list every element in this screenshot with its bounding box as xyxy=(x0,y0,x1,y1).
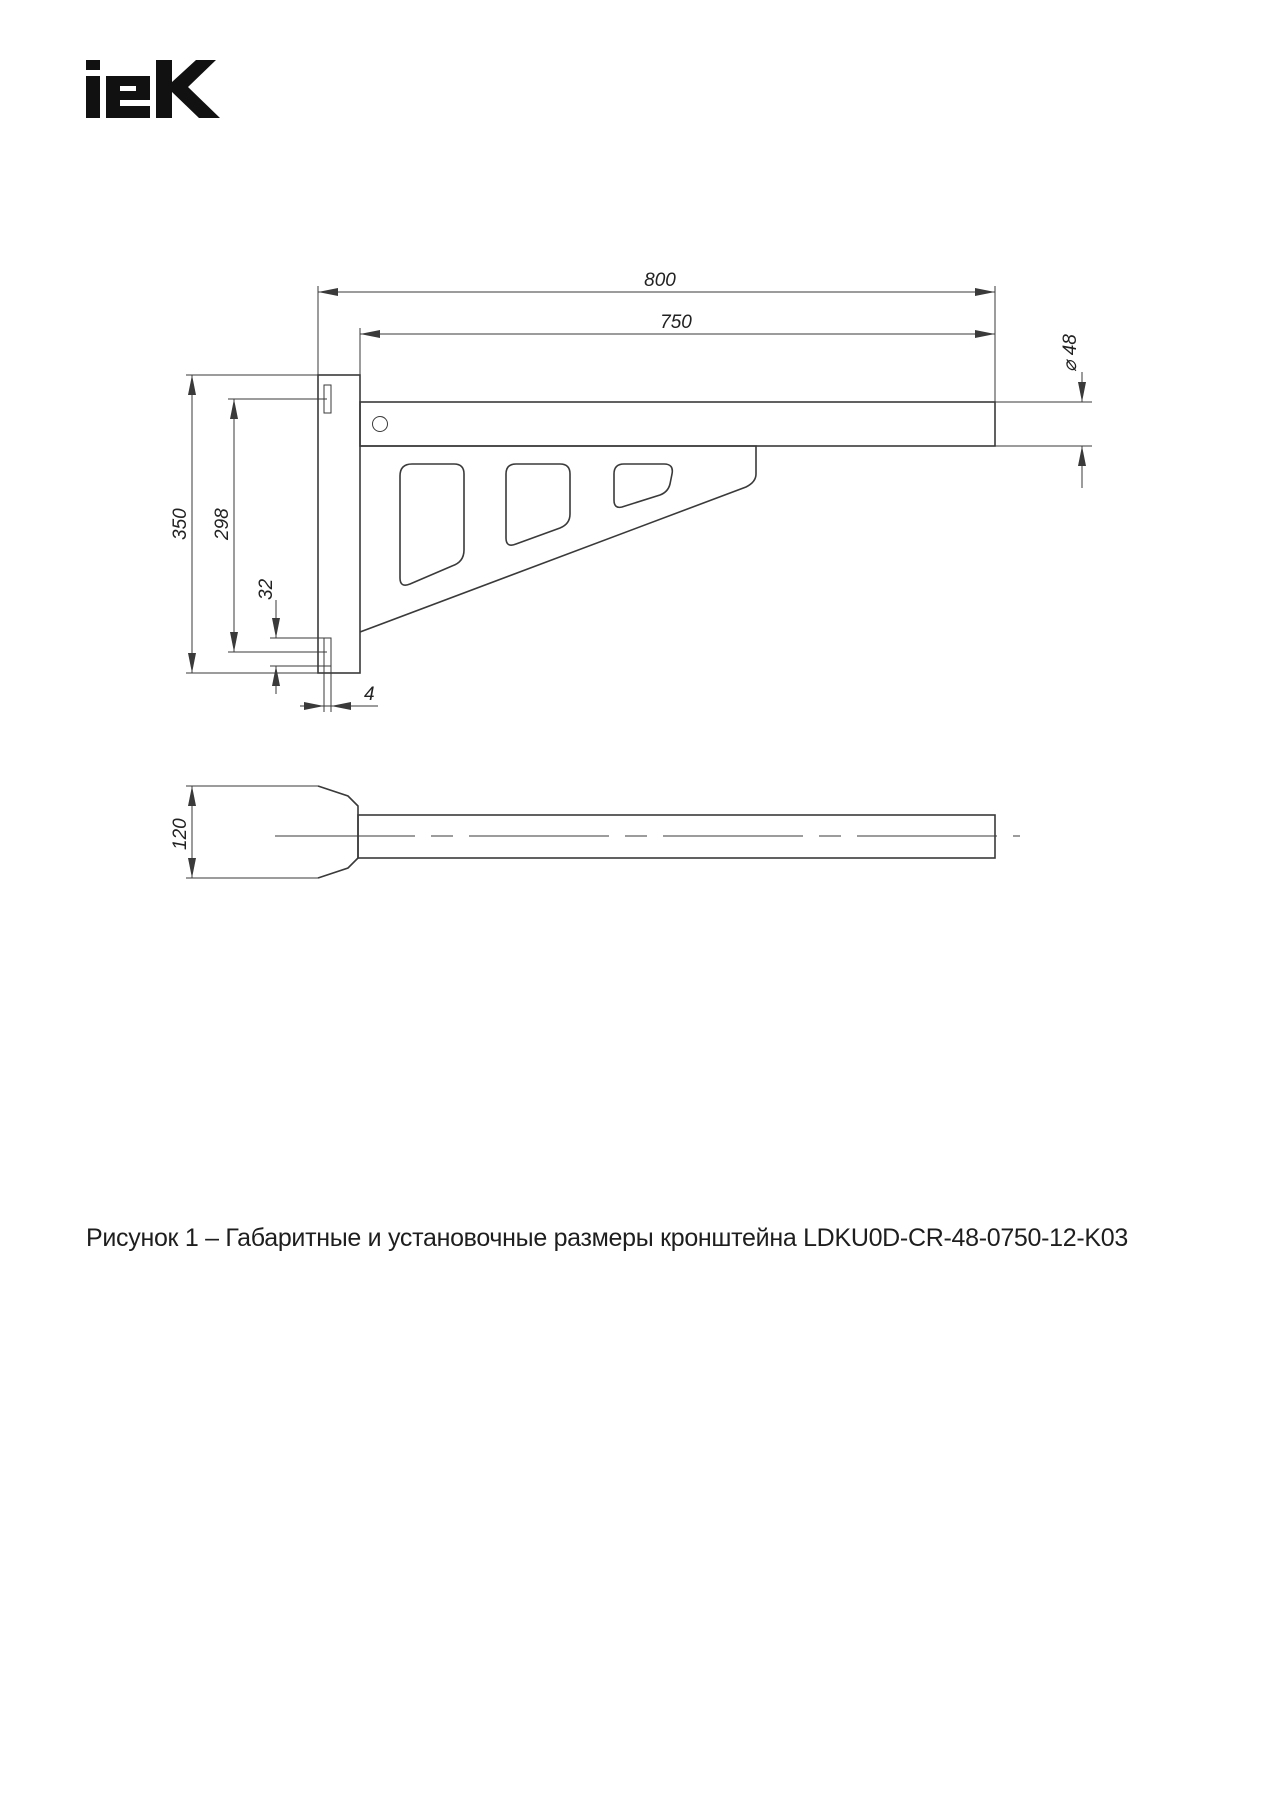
dim-298-label: 298 xyxy=(212,508,233,540)
figure-caption: Рисунок 1 – Габаритные и установочные размеры кронштейна LDKU0D-CR-48-0750-12-K03 xyxy=(86,1224,1128,1252)
front-view xyxy=(318,375,995,673)
dimensions-front xyxy=(170,270,1092,712)
top-view xyxy=(170,786,1020,878)
dim-32-label: 32 xyxy=(256,578,277,600)
cutout-1 xyxy=(400,464,464,585)
gusset xyxy=(360,446,756,632)
dim-120-label: 120 xyxy=(170,818,191,850)
dim-750-label: 750 xyxy=(660,312,692,333)
dim-d48-label: ⌀ 48 xyxy=(1060,334,1081,372)
cutout-3 xyxy=(614,464,672,507)
fixing-hole xyxy=(373,417,388,432)
dim-350-label: 350 xyxy=(170,508,191,540)
pipe-arm xyxy=(360,402,995,446)
dim-4-label: 4 xyxy=(364,684,375,705)
plate-top-view xyxy=(318,786,358,878)
cutout-2 xyxy=(506,464,570,545)
wall-plate xyxy=(318,375,360,673)
dim-800-label: 800 xyxy=(644,270,676,291)
